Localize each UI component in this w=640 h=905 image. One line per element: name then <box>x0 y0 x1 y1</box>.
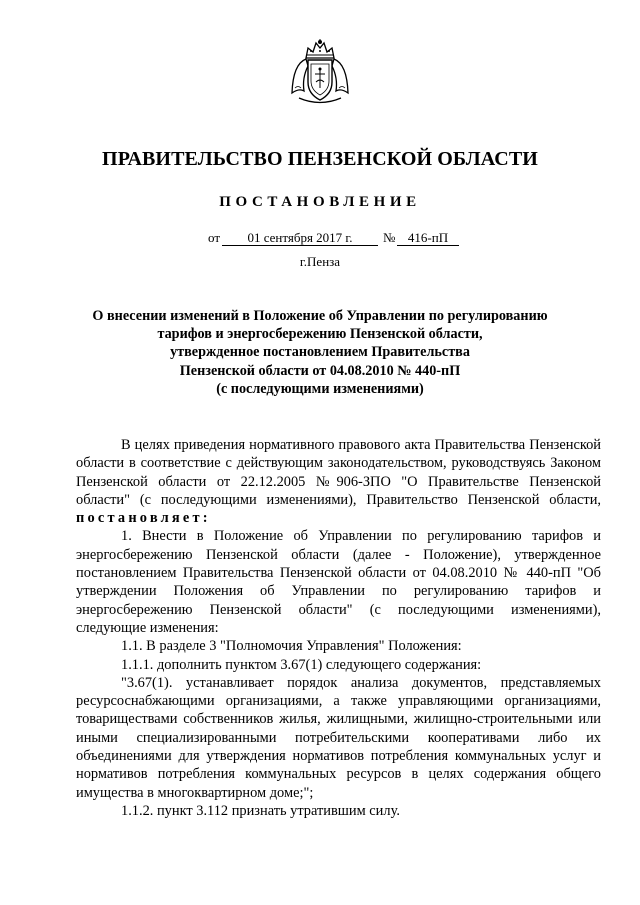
document-type: ПОСТАНОВЛЕНИЕ <box>219 194 421 210</box>
item-1: 1. Внести в Положение об Управлении по регулированию тарифов и энергосбережению Пензенской области (далее - Положение), утвержденное постановлением Правительства Пензенской области от 04.08.2010 № 440-пП "Об утверждении Положения об Управлении по регулированию тарифов и энергосбережению Пензенской области" (с последующими изменениями), следующие изменения: <box>76 528 601 636</box>
item-1-1-2: 1.1.2. пункт 3.112 признать утратившим силу. <box>121 802 400 819</box>
number-prefix: № <box>383 230 396 245</box>
preamble-paragraph <box>76 436 601 527</box>
item-1-1: 1.1. В разделе 3 "Полномочия Управления" Положения: <box>121 638 462 655</box>
government-title: ПРАВИТЕЛЬСТВО ПЕНЗЕНСКОЙ ОБЛАСТИ <box>102 148 538 170</box>
document-number: 416-пП <box>397 230 459 246</box>
coat-of-arms-emblem <box>289 38 351 108</box>
subject-line: О внесении изменений в Положение об Управлении по регулированию <box>92 308 548 324</box>
subject-line: Пензенской области от 04.08.2010 № 440-пП <box>179 362 461 379</box>
subject-line: (с последующими изменениями) <box>216 380 424 397</box>
preamble-text: В целях приведения нормативного правового акта Правительства Пензенской области в соответствие с действующим законодательством, руководствуясь Законом Пензенской области от 22.12.2005 №906-ЗПО "О Правительстве Пензенской области" (с последующими изменениями), Правительство Пензенской области, <box>76 437 601 508</box>
decree-word: постановляет: <box>76 510 211 527</box>
quote-3-67-1: "3.67(1). устанавливает порядок анализа документов, представляемых ресурсоснабжающими организациями, а также управляющими организациями, товариществами собственников жилья, жилищными, жилищно-строительными или иными специализированными потребительскими кооперативами либо их объединениями для утверждения нормативов потребления коммунальных услуг и нормативов потребления коммунальных ресурсов в целях содержания общего имущества в многоквартирном доме;"; <box>76 674 601 801</box>
city: г.Пенза <box>299 254 341 269</box>
document-subject <box>70 307 570 398</box>
subject-line: тарифов и энергосбережению Пензенской области, <box>157 326 483 343</box>
item-1-1-1: 1.1.1. дополнить пунктом 3.67(1) следующего содержания: <box>121 656 482 673</box>
document-body <box>76 436 601 820</box>
date-prefix: от <box>208 230 221 245</box>
document-date: 01 сентября 2017 г. <box>222 230 378 246</box>
subject-line: утвержденное постановлением Правительства <box>170 344 470 361</box>
